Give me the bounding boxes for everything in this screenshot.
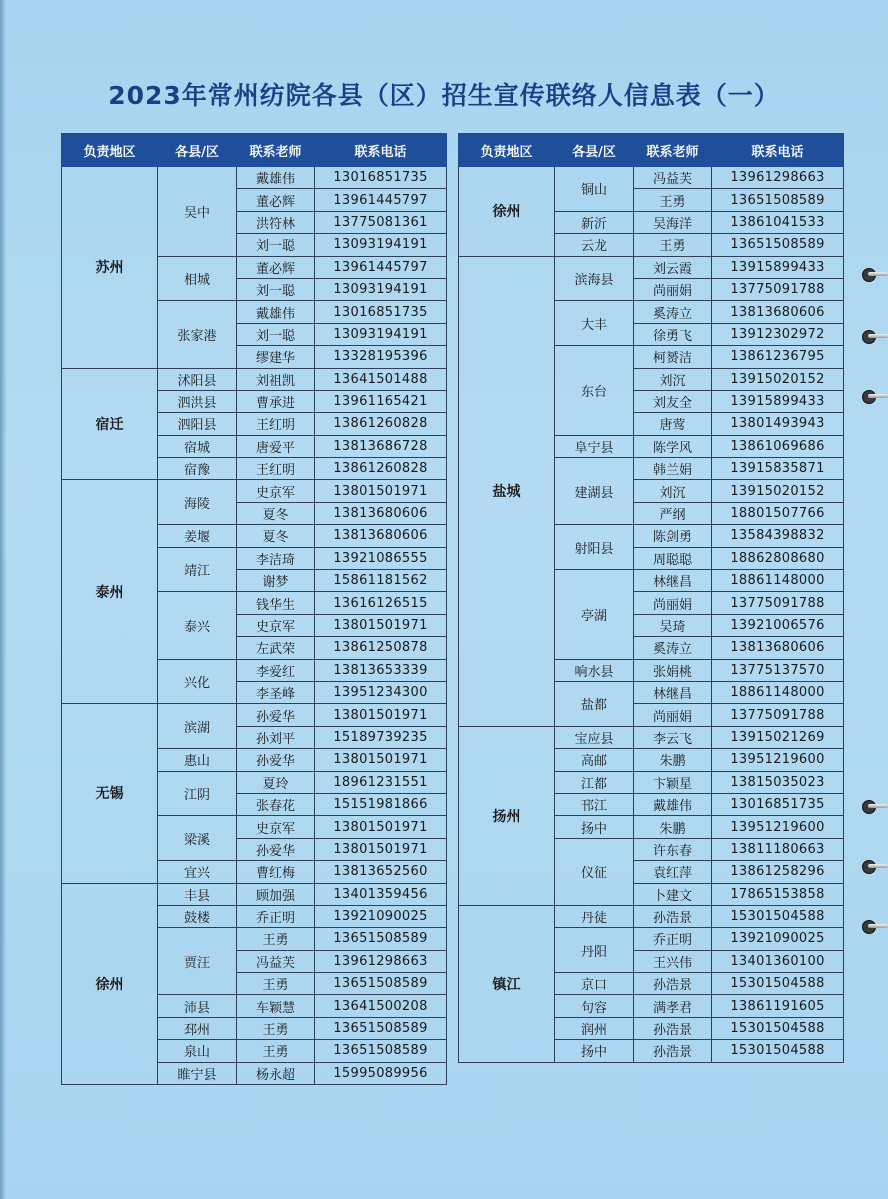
county-cell: 鼓楼 — [158, 905, 237, 927]
phone-cell: 13813680606 — [712, 637, 844, 659]
phone-cell: 15301504588 — [712, 973, 844, 995]
county-cell: 丹阳 — [555, 928, 634, 973]
teacher-cell: 王勇 — [237, 928, 315, 950]
table-row — [62, 480, 447, 502]
region-cell: 镇江 — [459, 905, 555, 1062]
teacher-cell: 严纲 — [634, 502, 712, 524]
phone-cell: 13016851735 — [315, 301, 447, 323]
phone-cell: 13811180663 — [712, 838, 844, 860]
county-cell: 吴中 — [158, 167, 237, 257]
header-phone: 联系电话 — [315, 134, 447, 167]
teacher-cell: 陈学风 — [634, 435, 712, 457]
phone-cell: 13861041533 — [712, 211, 844, 233]
phone-cell: 15861181562 — [315, 570, 447, 592]
phone-cell: 13915020152 — [712, 368, 844, 390]
teacher-cell: 刘一聪 — [237, 323, 315, 345]
teacher-cell: 许东春 — [634, 838, 712, 860]
county-cell: 云龙 — [555, 234, 634, 256]
phone-cell: 13641500208 — [315, 995, 447, 1017]
county-cell: 滨海县 — [555, 256, 634, 301]
teacher-cell: 董必辉 — [237, 189, 315, 211]
teacher-cell: 孙刘平 — [237, 726, 315, 748]
teacher-cell: 谢梦 — [237, 570, 315, 592]
teacher-cell: 王勇 — [237, 973, 315, 995]
teacher-cell: 张春花 — [237, 793, 315, 815]
phone-cell: 13801501971 — [315, 749, 447, 771]
binder-ring — [862, 858, 888, 874]
county-cell: 邗江 — [555, 793, 634, 815]
county-cell: 阜宁县 — [555, 435, 634, 457]
teacher-cell: 刘友全 — [634, 390, 712, 412]
county-cell: 润州 — [555, 1017, 634, 1039]
teacher-cell: 乔正明 — [237, 905, 315, 927]
phone-cell: 13616126515 — [315, 592, 447, 614]
teacher-cell: 王兴伟 — [634, 950, 712, 972]
county-cell: 亭湖 — [555, 570, 634, 660]
teacher-cell: 孙爱华 — [237, 838, 315, 860]
teacher-cell: 史京军 — [237, 614, 315, 636]
county-cell: 盐都 — [555, 681, 634, 726]
phone-cell: 13584398832 — [712, 525, 844, 547]
table-row — [62, 883, 447, 905]
phone-cell: 13093194191 — [315, 278, 447, 300]
phone-cell: 13775081361 — [315, 211, 447, 233]
table-row — [459, 905, 844, 927]
phone-cell: 18862808680 — [712, 547, 844, 569]
county-cell: 泉山 — [158, 1040, 237, 1062]
phone-cell: 13813680606 — [315, 502, 447, 524]
teacher-cell: 刘一聪 — [237, 278, 315, 300]
header-teacher: 联系老师 — [237, 134, 315, 167]
teacher-cell: 左武荣 — [237, 637, 315, 659]
teacher-cell: 洪符林 — [237, 211, 315, 233]
teacher-cell: 董必辉 — [237, 256, 315, 278]
phone-cell: 13651508589 — [315, 973, 447, 995]
teacher-cell: 王勇 — [634, 234, 712, 256]
binder-ring — [862, 388, 888, 404]
teacher-cell: 吴琦 — [634, 614, 712, 636]
phone-cell: 13915835871 — [712, 458, 844, 480]
county-cell: 宿城 — [158, 435, 237, 457]
county-cell: 仪征 — [555, 838, 634, 905]
phone-cell: 18861148000 — [712, 681, 844, 703]
county-cell: 句容 — [555, 995, 634, 1017]
phone-cell: 15189739235 — [315, 726, 447, 748]
teacher-cell: 孙浩景 — [634, 1017, 712, 1039]
county-cell: 沭阳县 — [158, 368, 237, 390]
phone-cell: 13813680606 — [712, 301, 844, 323]
county-cell: 惠山 — [158, 749, 237, 771]
phone-cell: 13813686728 — [315, 435, 447, 457]
region-cell: 徐州 — [62, 883, 158, 1085]
phone-cell: 13951219600 — [712, 749, 844, 771]
region-cell: 宿迁 — [62, 368, 158, 480]
phone-cell: 13651508589 — [315, 1017, 447, 1039]
region-cell: 无锡 — [62, 704, 158, 883]
region-cell: 苏州 — [62, 167, 158, 369]
teacher-cell: 林继昌 — [634, 570, 712, 592]
teacher-cell: 尚丽娟 — [634, 704, 712, 726]
county-cell: 京口 — [555, 973, 634, 995]
phone-cell: 13951219600 — [712, 816, 844, 838]
county-cell: 睢宁县 — [158, 1062, 237, 1084]
teacher-cell: 曹红梅 — [237, 861, 315, 883]
phone-cell: 13961165421 — [315, 390, 447, 412]
teacher-cell: 史京军 — [237, 480, 315, 502]
teacher-cell: 刘一聪 — [237, 234, 315, 256]
teacher-cell: 曹承进 — [237, 390, 315, 412]
phone-cell: 15995089956 — [315, 1062, 447, 1084]
county-cell: 姜堰 — [158, 525, 237, 547]
teacher-cell: 李洁琦 — [237, 547, 315, 569]
header-county: 各县/区 — [158, 134, 237, 167]
phone-cell: 13801493943 — [712, 413, 844, 435]
phone-cell: 13801501971 — [315, 838, 447, 860]
phone-cell: 13915020152 — [712, 480, 844, 502]
header-region: 负责地区 — [62, 134, 158, 167]
county-cell: 沛县 — [158, 995, 237, 1017]
teacher-cell: 吴海洋 — [634, 211, 712, 233]
phone-cell: 13641501488 — [315, 368, 447, 390]
table-row — [459, 167, 844, 189]
phone-cell: 13912302972 — [712, 323, 844, 345]
county-cell: 滨湖 — [158, 704, 237, 749]
teacher-cell: 柯赟洁 — [634, 346, 712, 368]
phone-cell: 13951234300 — [315, 681, 447, 703]
teacher-cell: 奚涛立 — [634, 637, 712, 659]
page-edge — [0, 0, 6, 1199]
phone-cell: 13961298663 — [315, 950, 447, 972]
teacher-cell: 唐爱平 — [237, 435, 315, 457]
teacher-cell: 韩兰娟 — [634, 458, 712, 480]
phone-cell: 13861250878 — [315, 637, 447, 659]
phone-cell: 13861260828 — [315, 458, 447, 480]
region-cell: 盐城 — [459, 256, 555, 726]
table-header-row — [62, 134, 447, 167]
teacher-cell: 孙浩景 — [634, 1040, 712, 1062]
phone-cell: 13915899433 — [712, 256, 844, 278]
teacher-cell: 李圣峰 — [237, 681, 315, 703]
teacher-cell: 钱华生 — [237, 592, 315, 614]
binder-ring — [862, 798, 888, 814]
table-row — [62, 704, 447, 726]
phone-cell: 13328195396 — [315, 346, 447, 368]
teacher-cell: 刘云霞 — [634, 256, 712, 278]
phone-cell: 13813680606 — [315, 525, 447, 547]
teacher-cell: 孙浩景 — [634, 905, 712, 927]
teacher-cell: 车颖慧 — [237, 995, 315, 1017]
county-cell: 扬中 — [555, 816, 634, 838]
phone-cell: 13093194191 — [315, 234, 447, 256]
teacher-cell: 刘沉 — [634, 480, 712, 502]
table-row — [459, 256, 844, 278]
teacher-cell: 陈剑勇 — [634, 525, 712, 547]
phone-cell: 13915899433 — [712, 390, 844, 412]
region-cell: 泰州 — [62, 480, 158, 704]
phone-cell: 13775091788 — [712, 592, 844, 614]
binder-ring — [862, 918, 888, 934]
phone-cell: 13651508589 — [315, 928, 447, 950]
phone-cell: 13801501971 — [315, 704, 447, 726]
county-cell: 泰兴 — [158, 592, 237, 659]
phone-cell: 13961445797 — [315, 189, 447, 211]
teacher-cell: 满孝君 — [634, 995, 712, 1017]
teacher-cell: 尚丽娟 — [634, 592, 712, 614]
teacher-cell: 王勇 — [634, 189, 712, 211]
phone-cell: 18861148000 — [712, 570, 844, 592]
teacher-cell: 杨永超 — [237, 1062, 315, 1084]
teacher-cell: 孙浩景 — [634, 973, 712, 995]
phone-cell: 13915021269 — [712, 726, 844, 748]
teacher-cell: 顾加强 — [237, 883, 315, 905]
phone-cell: 15301504588 — [712, 905, 844, 927]
county-cell: 相城 — [158, 256, 237, 301]
teacher-cell: 李云飞 — [634, 726, 712, 748]
county-cell: 兴化 — [158, 659, 237, 704]
teacher-cell: 夏冬 — [237, 525, 315, 547]
teacher-cell: 孙爱华 — [237, 749, 315, 771]
county-cell: 丹徒 — [555, 905, 634, 927]
teacher-cell: 卜建文 — [634, 883, 712, 905]
teacher-cell: 戴雄伟 — [237, 167, 315, 189]
header-region: 负责地区 — [459, 134, 555, 167]
teacher-cell: 徐勇飞 — [634, 323, 712, 345]
county-cell: 东台 — [555, 346, 634, 436]
header-phone: 联系电话 — [712, 134, 844, 167]
teacher-cell: 卞颖星 — [634, 771, 712, 793]
phone-cell: 13921006576 — [712, 614, 844, 636]
teacher-cell: 王红明 — [237, 458, 315, 480]
phone-cell: 13651508589 — [712, 234, 844, 256]
teacher-cell: 周聪聪 — [634, 547, 712, 569]
teacher-cell: 乔正明 — [634, 928, 712, 950]
region-cell: 扬州 — [459, 726, 555, 905]
county-cell: 高邮 — [555, 749, 634, 771]
county-cell: 大丰 — [555, 301, 634, 346]
teacher-cell: 冯益芙 — [634, 167, 712, 189]
phone-cell: 13961445797 — [315, 256, 447, 278]
phone-cell: 13921090025 — [315, 905, 447, 927]
teacher-cell: 史京军 — [237, 816, 315, 838]
phone-cell: 13815035023 — [712, 771, 844, 793]
county-cell: 宝应县 — [555, 726, 634, 748]
county-cell: 新沂 — [555, 211, 634, 233]
phone-cell: 13651508589 — [712, 189, 844, 211]
teacher-cell: 尚丽娟 — [634, 278, 712, 300]
county-cell: 贾汪 — [158, 928, 237, 995]
contact-table-right — [458, 133, 844, 1063]
county-cell: 泗阳县 — [158, 413, 237, 435]
header-county: 各县/区 — [555, 134, 634, 167]
county-cell: 江都 — [555, 771, 634, 793]
teacher-cell: 李爱红 — [237, 659, 315, 681]
phone-cell: 13016851735 — [315, 167, 447, 189]
teacher-cell: 戴雄伟 — [634, 793, 712, 815]
county-cell: 江阴 — [158, 771, 237, 816]
county-cell: 梁溪 — [158, 816, 237, 861]
teacher-cell: 孙爱华 — [237, 704, 315, 726]
phone-cell: 13401359456 — [315, 883, 447, 905]
phone-cell: 13775091788 — [712, 278, 844, 300]
teacher-cell: 奚涛立 — [634, 301, 712, 323]
county-cell: 建湖县 — [555, 458, 634, 525]
teacher-cell: 林继昌 — [634, 681, 712, 703]
phone-cell: 13921090025 — [712, 928, 844, 950]
phone-cell: 13775091788 — [712, 704, 844, 726]
phone-cell: 13093194191 — [315, 323, 447, 345]
phone-cell: 13801501971 — [315, 614, 447, 636]
teacher-cell: 唐莺 — [634, 413, 712, 435]
phone-cell: 13401360100 — [712, 950, 844, 972]
county-cell: 邳州 — [158, 1017, 237, 1039]
teacher-cell: 朱鹏 — [634, 816, 712, 838]
teacher-cell: 戴雄伟 — [237, 301, 315, 323]
phone-cell: 18801507766 — [712, 502, 844, 524]
county-cell: 射阳县 — [555, 525, 634, 570]
phone-cell: 13961298663 — [712, 167, 844, 189]
phone-cell: 13801501971 — [315, 480, 447, 502]
teacher-cell: 刘沉 — [634, 368, 712, 390]
teacher-cell: 袁红萍 — [634, 861, 712, 883]
phone-cell: 13016851735 — [712, 793, 844, 815]
teacher-cell: 王勇 — [237, 1040, 315, 1062]
county-cell: 泗洪县 — [158, 390, 237, 412]
table-row — [459, 726, 844, 748]
binder-ring — [862, 328, 888, 344]
phone-cell: 13861236795 — [712, 346, 844, 368]
phone-cell: 13861191605 — [712, 995, 844, 1017]
county-cell: 丰县 — [158, 883, 237, 905]
teacher-cell: 王红明 — [237, 413, 315, 435]
county-cell: 宜兴 — [158, 861, 237, 883]
phone-cell: 13861260828 — [315, 413, 447, 435]
county-cell: 靖江 — [158, 547, 237, 592]
phone-cell: 18961231551 — [315, 771, 447, 793]
teacher-cell: 冯益芙 — [237, 950, 315, 972]
phone-cell: 13861258296 — [712, 861, 844, 883]
teacher-cell: 张娟桃 — [634, 659, 712, 681]
teacher-cell: 夏玲 — [237, 771, 315, 793]
phone-cell: 15301504588 — [712, 1040, 844, 1062]
teacher-cell: 王勇 — [237, 1017, 315, 1039]
region-cell: 徐州 — [459, 167, 555, 257]
phone-cell: 13801501971 — [315, 816, 447, 838]
phone-cell: 13921086555 — [315, 547, 447, 569]
county-cell: 响水县 — [555, 659, 634, 681]
phone-cell: 13861069686 — [712, 435, 844, 457]
table-row — [62, 368, 447, 390]
binder-ring — [862, 266, 888, 282]
teacher-cell: 缪建华 — [237, 346, 315, 368]
county-cell: 扬中 — [555, 1040, 634, 1062]
phone-cell: 15151981866 — [315, 793, 447, 815]
phone-cell: 15301504588 — [712, 1017, 844, 1039]
header-teacher: 联系老师 — [634, 134, 712, 167]
phone-cell: 13813652560 — [315, 861, 447, 883]
phone-cell: 17865153858 — [712, 883, 844, 905]
page-title: 2023年常州纺院各县（区）招生宣传联络人信息表（一） — [108, 81, 780, 110]
county-cell: 张家港 — [158, 301, 237, 368]
contact-table-left — [61, 133, 447, 1085]
teacher-cell: 朱鹏 — [634, 749, 712, 771]
county-cell: 铜山 — [555, 167, 634, 212]
phone-cell: 13651508589 — [315, 1040, 447, 1062]
phone-cell: 13813653339 — [315, 659, 447, 681]
teacher-cell: 夏冬 — [237, 502, 315, 524]
county-cell: 海陵 — [158, 480, 237, 525]
table-header-row — [459, 134, 844, 167]
county-cell: 宿豫 — [158, 458, 237, 480]
phone-cell: 13775137570 — [712, 659, 844, 681]
table-row — [62, 167, 447, 189]
teacher-cell: 刘祖凯 — [237, 368, 315, 390]
